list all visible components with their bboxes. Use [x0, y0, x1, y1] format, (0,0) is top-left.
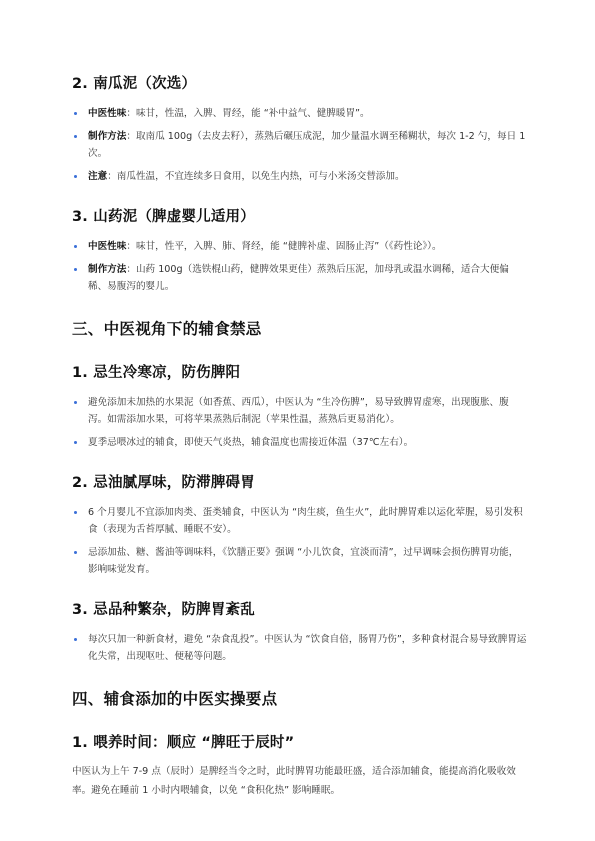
- list-item: 夏季忌喂冰过的辅食，即使天气炎热，辅食温度也需接近体温（37℃左右）。: [72, 434, 527, 451]
- item-text: ：南瓜性温，不宜连续多日食用，以免生内热，可与小米汤交替添加。: [107, 171, 405, 182]
- list-item: [72, 238, 527, 255]
- list-item: 每次只加一种新食材，避免 “杂食乱投”。中医认为 “饮食自倍，肠胃乃伤”，多种食材混合易导致脾胃运化失常，出现呕吐、便秘等问题。: [72, 631, 527, 665]
- yam-list: [72, 238, 527, 295]
- item-label: 制作方法: [88, 131, 127, 142]
- list-item: [72, 128, 527, 162]
- list-item: [72, 261, 527, 295]
- item-text: ：味甘，性平，入脾、肺、肾经，能 “健脾补虚、固肠止泻”（《药性论》）。: [126, 241, 442, 252]
- list-item: 6 个月婴儿不宜添加肉类、蛋类辅食，中医认为 “肉生痰，鱼生火”，此时脾胃难以运化荤腥，易引发积食（表现为舌苔厚腻、睡眠不安）。: [72, 504, 527, 538]
- subsection-heading: 2. 忌油腻厚味，防滞脾碍胃: [72, 475, 255, 491]
- list-item: [72, 168, 527, 185]
- item-text: ：山药 100g（选铁棍山药，健脾效果更佳）蒸熟后压泥，加母乳或温水调稀，适合大便偏稀、易腹泻的婴儿。: [88, 264, 509, 292]
- item-text: ：味甘，性温，入脾、胃经，能 “补中益气、健脾暖胃”。: [126, 108, 370, 119]
- list-item: 避免添加未加热的水果泥（如香蕉、西瓜），中医认为 “生冷伤脾”，易导致脾胃虚寒，出现腹胀、腹泻。如需添加水果，可将苹果蒸熟后制泥（苹果性温，蒸熟后更易消化）。: [72, 394, 527, 428]
- item-label: 制作方法: [88, 264, 127, 275]
- taboo-list-cold: [72, 394, 527, 451]
- subsection-heading: 3. 忌品种繁杂，防脾胃紊乱: [72, 602, 255, 618]
- subsection-heading: 1. 喂养时间：顺应 “脾旺于辰时”: [72, 735, 295, 751]
- part-heading-practice: 四、辅食添加的中医实操要点: [72, 690, 278, 708]
- taboo-list-variety: [72, 631, 527, 665]
- list-item: [72, 105, 527, 122]
- item-label: 中医性味: [88, 108, 127, 119]
- item-label: 注意: [88, 171, 108, 182]
- taboo-list-greasy: [72, 504, 527, 578]
- section-heading-pumpkin: 2. 南瓜泥（次选）: [72, 76, 197, 92]
- section-heading-yam: 3. 山药泥（脾虚婴儿适用）: [72, 209, 255, 225]
- subsection-heading: 1. 忌生冷寒凉，防伤脾阳: [72, 365, 241, 381]
- pumpkin-list: [72, 105, 527, 185]
- paragraph: 中医认为上午 7-9 点（辰时）是脾经当令之时，此时脾胃功能最旺盛，适合添加辅食，能提高消化吸收效率。避免在睡前 1 小时内喂辅食，以免 “食积化热” 影响睡眠。: [72, 766, 516, 796]
- list-item: 忌添加盐、糖、酱油等调味料，《饮膳正要》强调 “小儿饮食，宜淡而清”，过早调味会损伤脾胃功能，影响味觉发育。: [72, 544, 527, 578]
- part-heading-taboos: 三、中医视角下的辅食禁忌: [72, 320, 262, 338]
- item-text: ：取南瓜 100g（去皮去籽），蒸熟后碾压成泥，加少量温水调至稀糊状，每次 1-2 勺，每日 1 次。: [88, 131, 526, 159]
- item-label: 中医性味: [88, 241, 127, 252]
